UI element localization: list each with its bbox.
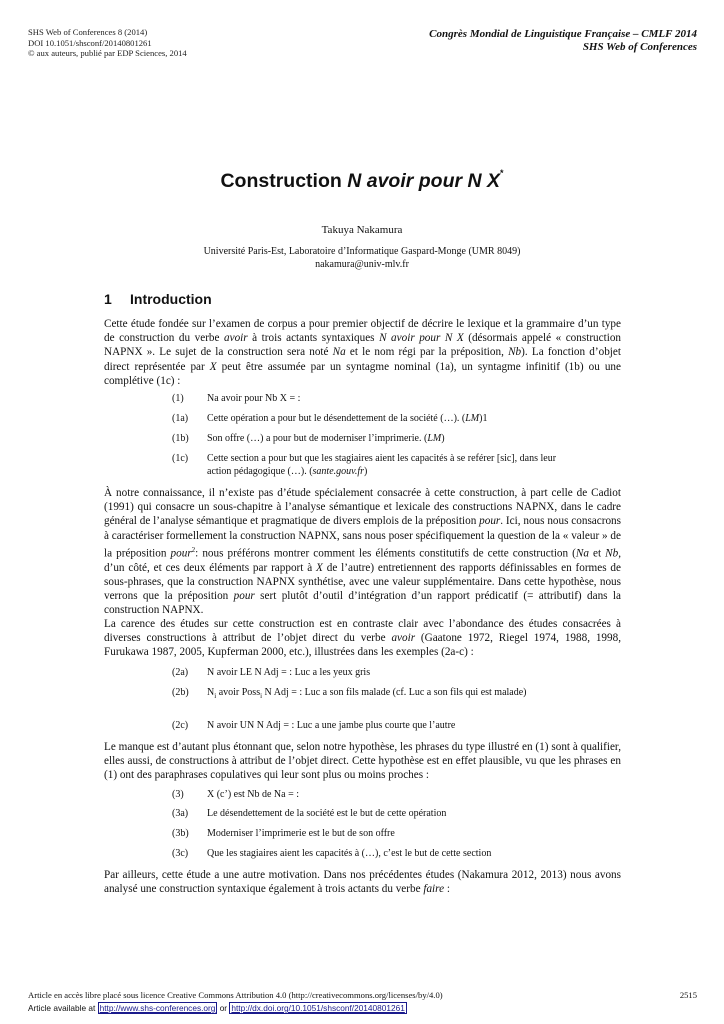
header-conference-info [429,28,697,53]
paragraph-5 [104,868,621,896]
italic-run: Nb [508,346,522,359]
text-run: Na avoir pour Nb X = : [207,393,301,404]
example-label: (2b) [172,687,189,698]
section-heading [104,291,212,307]
example-label: (1b) [172,433,189,444]
text-run: de l’autre) entretiennent des rapports définissables en formes de sous-phrases, que la construction NAPNX synthétise, avec une valeur supplémentaire. Dans cette hypothèse, nous verrons que la préposition [104,561,621,603]
example-item [172,789,562,802]
example-label: (3a) [172,808,189,819]
example-item [172,720,562,733]
text-run: ) [364,465,368,477]
text-run: )1 [479,413,488,424]
paragraph-2 [104,486,621,618]
title-prefix: Construction [220,170,348,192]
page-number: 2515 [679,990,697,1000]
author-name: Takuya Nakamura [321,224,403,236]
example-text [207,433,562,446]
example-item [172,433,562,446]
availability-or: or [217,1003,230,1013]
italic-run: Nb [605,547,619,560]
example-text [207,393,562,406]
text-run: . Ici, nous nous consacrons à caractériser formellement la construction NAPNX, sans nous poser spécifiquement la question de la « valeur » de la préposition [104,515,621,560]
text-run: (désormais appelé « construction NAPNX ». Le sujet de la construction sera noté [104,332,622,359]
example-text [207,453,562,479]
text-run: Cette étude fondée sur l’examen de corpus a pour premier objectif de décrire le lexique et la grammaire d’un type de construction du verbe [104,318,621,345]
example-source: LM [465,413,480,424]
header-series-line: SHS Web of Conferences [582,40,697,53]
example-text: X (c’) est Nb de Na = : [207,789,299,800]
example-label: (2c) [172,720,189,731]
example-label: (1c) [172,453,189,464]
text-run: À notre connaissance, il n’existe pas d’étude spécialement consacrée à cette construction, à part celle de Cadiot (1991) qui consacre un sous-chapitre à l’analyse sémantique et lexicale des constructions NAPNX, dans le cadre général de l’analyse sémantique et pragmatique de divers emplois de la préposition [104,487,621,528]
example-text: N avoir UN N Adj = : Luc a une jambe plus courte que l’autre [207,720,456,731]
italic-run: faire [423,883,445,896]
text-run: sert plutôt d’outil d’intégration d’un rapport prédicatif (= attributif) dans la construction NAPNX. [104,590,621,617]
example-item [172,413,562,426]
example-source: LM [427,433,442,444]
italic-run: Na [575,547,589,560]
text-run: Cette section a pour but que les stagiaires aient les capacités à se reférer [sic], dans leur action pédagogique (…). ( [207,453,557,477]
paragraph-4: Le manque est d’autant plus étonnant que, selon notre hypothèse, les phrases du type illustré en (1) sont à qualifier, elles aussi, de constructions à attribut de l’objet direct. Cette hypothèse est en effet plausible, vu que les phrases en (1) ont des paraphrases copulatives qui leur sont plus ou moins proches : [104,741,621,782]
paragraph-1 [104,317,621,388]
example-label: (1a) [172,413,189,424]
header-journal-line: SHS Web of Conferences 8 (2014) [28,27,148,37]
doi-link[interactable]: http://dx.doi.org/10.1051/shsconf/20140801261 [231,1003,405,1013]
example-item [172,453,562,479]
author-affiliation-block [0,245,724,271]
title-footnote-marker: * [500,168,504,178]
example-label: (3b) [172,828,189,839]
shs-conferences-link[interactable]: http://www.shs-conferences.org [99,1003,216,1013]
paper-title [0,170,724,193]
text-run: et le nom régi par la préposition, [345,346,509,359]
example-source: sante.gouv.fr [312,465,365,477]
text-run: peut être assumée par un syntagme nominal (1a), un syntagme infinitif (1b) ou une complétive (1c) : [104,360,621,387]
title-italic: N avoir pour N X [347,170,500,192]
text-run: Son offre (…) a pour but de moderniser l’imprimerie. ( [207,433,428,444]
italic-run: N avoir pour N X [379,332,464,345]
text-run: La carence des études sur cette construction est en contraste clair avec l’abondance des études consacrées à diverses constructions à attribut de l’objet direct du verbe [104,618,621,645]
example-text: Moderniser l’imprimerie est le but de son offre [207,828,395,839]
header-conference-line: Congrès Mondial de Linguistique Française – CMLF 2014 [429,28,697,40]
text-run: ) [441,433,445,444]
text-run: N [207,687,215,698]
italic-run: avoir [391,632,416,645]
example-item [172,667,562,680]
affiliation: Université Paris-Est, Laboratoire d’Informatique Gaspard-Monge (UMR 8049) [203,246,521,257]
example-item [172,687,562,703]
header-publication-info [28,27,187,59]
text-run: et [588,547,606,560]
text-run: Par ailleurs, cette étude a une autre motivation. Dans nos précédentes études (Nakamura 2012, 2013) nous avons analysé une construction syntaxique également à trois actants du verbe [104,869,621,896]
italic-run: pour [233,590,255,603]
header-copyright-line: © aux auteurs, publié par EDP Sciences, 2014 [28,48,187,59]
italic-run: pour [479,515,501,528]
index-subscript: i [214,692,217,700]
index-subscript: i [260,692,263,700]
section-title: Introduction [130,291,212,307]
example-text [207,687,562,703]
availability-prefix: Article available at [28,1003,98,1013]
example-label: (3c) [172,848,189,859]
text-run: (Gaatone 1972, Riegel 1974, 1988, 1998, Furukawa 1987, 2005, Kupferman 2000, etc.), illustrées dans les exemples (2a-c) : [104,632,622,659]
example-label: (3) [172,789,184,800]
example-item [172,848,562,861]
example-text [207,413,562,426]
example-item [172,828,562,841]
footnote-marker: 2 [191,545,196,554]
article-availability [28,1003,407,1013]
text-run: : [444,883,450,896]
example-text: Que les stagiaires aient les capacités à (…), c’est le but de cette section [207,848,492,859]
text-run: Cette opération a pour but le désendettement de la société (…). ( [207,413,466,424]
header-doi-line: DOI 10.1051/shsconf/20140801261 [28,37,152,48]
paragraph-3 [104,617,621,660]
example-label: (1) [172,393,184,404]
author-email: nakamura@univ-mlv.fr [315,259,409,271]
example-text: Le désendettement de la société est le but de cette opération [207,808,447,819]
text-run: : nous préférons montrer comment les éléments constitutifs de cette construction ( [195,547,576,560]
text-run: ). La fonction d’objet direct représentée par [104,346,621,373]
text-run: à trois actants syntaxiques [247,332,380,345]
text-run: avoir Poss [216,687,261,698]
italic-run: Na [332,346,346,359]
example-item [172,393,562,406]
example-item [172,808,562,821]
italic-run: X [209,360,217,373]
italic-run: X [316,561,323,574]
italic-run: pour [170,547,192,560]
example-label: (2a) [172,667,189,678]
example-text: N avoir LE N Adj = : Luc a les yeux gris [207,667,371,678]
license-notice: Article en accès libre placé sous licence Creative Commons Attribution 4.0 (http://creativecommons.org/licenses/by/4.0) [28,990,443,1000]
italic-run: avoir [224,332,248,345]
text-run: , d’un côté, et ces deux éléments par rapport à [104,547,621,574]
text-run: N Adj = : Luc a son fils malade (cf. Luc a son fils qui est malade) [262,687,527,698]
section-number: 1 [104,291,112,307]
